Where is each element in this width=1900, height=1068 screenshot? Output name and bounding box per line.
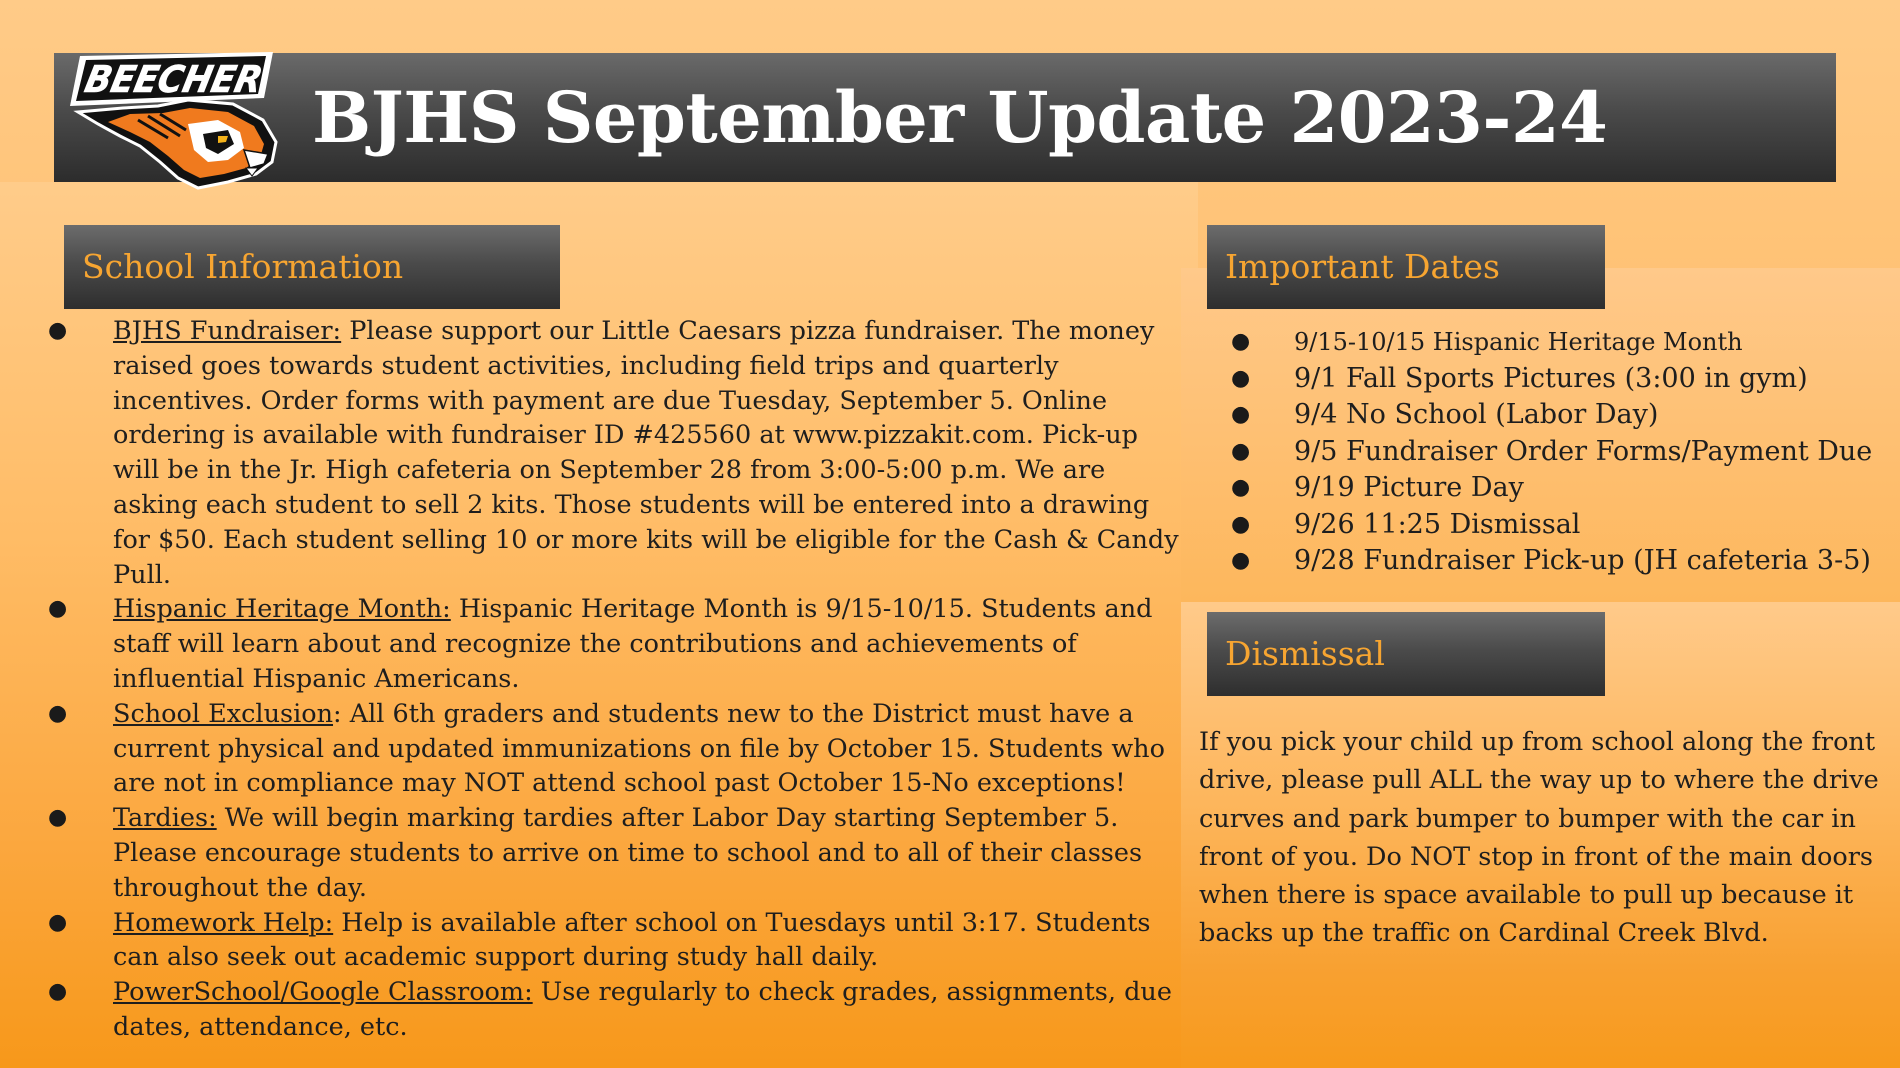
item-text: : All 6th graders and students new to the District must have a current physical and updated immunizations on file by October 15. Students who are not in compliance may NOT attend school past October 15-No exceptions! bbox=[113, 698, 1165, 799]
item-title: BJHS Fundraiser: bbox=[113, 316, 342, 346]
date-item bbox=[1225, 543, 1885, 580]
date-item-text: 9/5 Fundraiser Order Forms/Payment Due bbox=[1294, 435, 1873, 467]
list-item-powerschool bbox=[40, 975, 1190, 1045]
date-item bbox=[1225, 434, 1885, 471]
bullet-icon: ● bbox=[1231, 402, 1251, 427]
bullet-icon: ● bbox=[48, 979, 68, 1005]
dismissal-heading: Dismissal bbox=[1225, 634, 1385, 673]
list-item-school-exclusion bbox=[40, 697, 1190, 801]
bullet-icon: ● bbox=[1231, 329, 1251, 354]
bullet-icon: ● bbox=[1231, 548, 1251, 573]
list-item-hispanic-heritage-month bbox=[40, 592, 1190, 696]
date-item-text: 9/26 11:25 Dismissal bbox=[1294, 508, 1581, 540]
date-item bbox=[1225, 470, 1885, 507]
school-information-list bbox=[40, 314, 1190, 1045]
item-text: Help is available after school on Tuesdays until 3:17. Students can also seek out academic support during study hall daily. bbox=[113, 907, 1151, 973]
bullet-icon: ● bbox=[48, 700, 68, 726]
beecher-bobcat-logo bbox=[68, 50, 283, 190]
bullet-icon: ● bbox=[48, 596, 68, 622]
date-item-text: 9/1 Fall Sports Pictures (3:00 in gym) bbox=[1294, 362, 1808, 394]
bullet-icon: ● bbox=[48, 318, 68, 343]
list-item-homework-help bbox=[40, 906, 1190, 976]
item-title: School Exclusion bbox=[113, 698, 334, 729]
bullet-icon: ● bbox=[1231, 438, 1251, 464]
item-title: PowerSchool/Google Classroom: bbox=[113, 977, 533, 1008]
dismissal-text: If you pick your child up from school along the front drive, please pull ALL the way up to where the drive curves and park bumper to bumper with the car in front of you. Do NOT stop in front of the main doors when there is space available to pull up because it backs up the traffic on Cardinal Creek Blvd. bbox=[1199, 727, 1879, 949]
important-dates-list bbox=[1225, 324, 1885, 580]
item-title: Hispanic Heritage Month: bbox=[113, 594, 451, 625]
date-item bbox=[1225, 361, 1885, 398]
important-dates-header bbox=[1207, 225, 1605, 309]
date-item-text: 9/15-10/15 Hispanic Heritage Month bbox=[1294, 328, 1743, 356]
item-text: Use regularly to check grades, assignments, due dates, attendance, etc. bbox=[113, 977, 1172, 1042]
logo-text: BEECHER bbox=[81, 57, 282, 101]
date-item bbox=[1225, 324, 1885, 361]
date-item-text: 9/19 Picture Day bbox=[1294, 472, 1524, 503]
bullet-icon: ● bbox=[1231, 365, 1251, 391]
item-title: Tardies: bbox=[113, 803, 217, 834]
item-text: We will begin marking tardies after Labor Day starting September 5. Please encourage students to arrive on time to school and to all of their classes throughout the day. bbox=[113, 803, 1143, 903]
list-item-tardies bbox=[40, 801, 1190, 905]
bullet-icon: ● bbox=[48, 909, 68, 935]
bullet-icon: ● bbox=[48, 805, 68, 831]
dismissal-header bbox=[1207, 612, 1605, 696]
bullet-icon: ● bbox=[1231, 511, 1251, 537]
bullet-icon: ● bbox=[1231, 475, 1251, 500]
date-item-text: 9/4 No School (Labor Day) bbox=[1294, 399, 1659, 430]
school-information-header bbox=[64, 225, 560, 309]
date-item-text: 9/28 Fundraiser Pick-up (JH cafeteria 3-5) bbox=[1294, 545, 1871, 576]
important-dates-heading: Important Dates bbox=[1225, 247, 1500, 286]
date-item bbox=[1225, 397, 1885, 434]
item-title: Homework Help: bbox=[113, 907, 334, 938]
item-text: Hispanic Heritage Month is 9/15-10/15. Students and staff will learn about and recognize the contributions and achievements of influential Hispanic Americans. bbox=[113, 594, 1153, 694]
school-information-heading: School Information bbox=[82, 247, 404, 286]
list-item-fundraiser bbox=[40, 314, 1190, 592]
page-title: BJHS September Update 2023-24 bbox=[312, 76, 1608, 159]
date-item bbox=[1225, 507, 1885, 544]
item-text: Please support our Little Caesars pizza fundraiser. The money raised goes towards student activities, including field trips and quarterly incentives. Order forms with payment are due Tuesday, September 5. Online ordering is available with fundraiser ID #425560 at www.pizzakit.com. Pick-up will be in the Jr. High cafeteria on September 28 from 3:00-5:00 p.m. We are asking each student to sell 2 kits. Those students will be entered into a drawing for $50. Each student selling 10 or more kits will be eligible for the Cash & Candy Pull. bbox=[113, 316, 1179, 590]
